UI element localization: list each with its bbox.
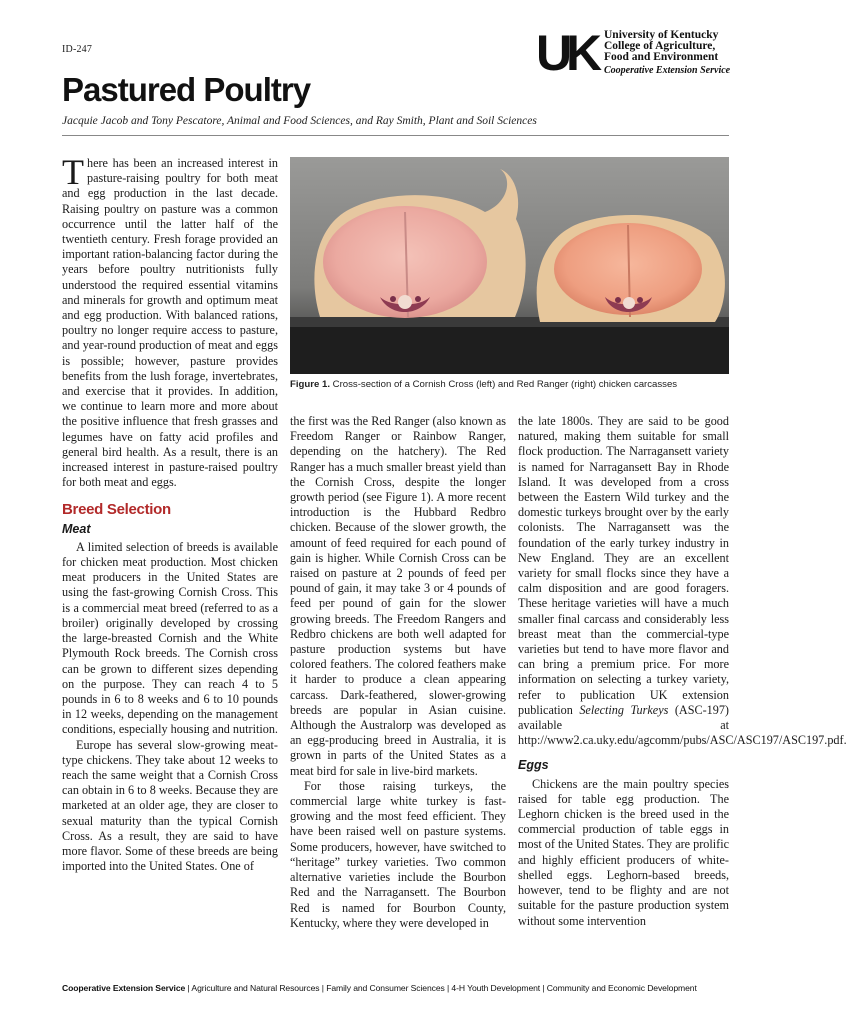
paragraph: the first was the Red Ranger (also known as Freedom Ranger or Rainbow Ranger, depending on the hatchery). The Red Ranger has a much smaller breast yield than the Cornish Cross, despite the longer growth period (see Figure 1). A more recent introduction is the Hubbard Redbro chicken. Because of the slower growth, the amount of feed required for each pound of gain is higher. While Cornish Cross can be raised on pasture at 2 pounds of feed per pound of gain, it may take 3 or 4 pounds of feed per pound of gain for the slower growing breeds. The Freedom Rangers and Redbro chickens are both well adapted for pasture production systems but have colored feathers. The colored feathers make it harder to produce a clean appearing carcass. Dark-feathered, slower-growing breeds are popular in Asian cuisine. Although the Australorp was developed as an egg-producing breed in Australia, it is grown in parts of the United States as a meat bird for sale in live-bird markets. <box>290 414 506 778</box>
paragraph: Chickens are the main poultry species raised for table egg production. The Leghorn chicken is the breed used in the commercial production of table eggs in most of the United States. They are prolific and highly efficient producers of white-shelled eggs. Leghorn-based breeds, however, tend to be flighty and are not suitable for the pasture production system without some intervention <box>518 776 729 928</box>
paragraph-text: the late 1800s. They are said to be good natured, making them suitable for small flock production. The Narragansett variety is named for Narragansett Bay in Rhode Island. It was developed from a cross between the Eastern Wild turkey and the domestic turkeys brought over by the early colonists. The Narragansett was the foundation of the early turkey industry in New England. They are an excellent variety for small flocks since they have a calm disposition and are good foragers. These heritage varieties will have a much smaller final carcass and considerably less breast meat than the commercial-type varieties but tend to have more flavor and can bring a premium price. For more information on selecting a turkey variety, refer to publication UK extension publication <box>518 414 729 717</box>
intro-paragraph <box>62 152 278 490</box>
institution-line-1: University of Kentucky <box>604 29 719 41</box>
publication-title: Selecting Turkeys <box>579 702 669 717</box>
subheading-eggs: Eggs <box>518 758 549 773</box>
uk-logo-u: U <box>536 25 570 81</box>
paragraph <box>518 414 847 748</box>
footer-service: Cooperative Extension Service <box>62 983 186 993</box>
paragraph: A limited selection of breeds is available for chicken meat production. Most chicken meat producers in the United States are using the fast-growing Cornish Cross. This is a commercial meat breed (referred to as a broiler) originally developed by crossing the large-breasted Cornish and the White Plymouth Rock breeds. The Cornish cross can be grown to different sizes depending on the purpose. They can reach 4 to 5 pounds in 6 to 8 weeks and 6 to 10 pounds in 12 weeks, depending on the management conditions, especially housing and nutrition. <box>62 539 278 737</box>
drop-cap: T <box>62 152 84 192</box>
institution-line-3: Food and Environment <box>604 51 719 63</box>
page-title: Pastured Poultry <box>62 71 311 108</box>
figure-label: Figure 1. <box>290 379 330 390</box>
institution-service: Cooperative Extension Service <box>604 65 731 76</box>
subheading-meat: Meat <box>62 521 91 536</box>
column-2 <box>290 414 506 931</box>
document-id: ID-247 <box>62 44 93 55</box>
chicken-carcass-cross-section-illustration <box>290 157 729 374</box>
uk-logo-k: K <box>566 25 600 81</box>
footer-programs <box>62 983 729 993</box>
intro-text: here has been an increased interest in pasture-raising poultry for both meat and egg production in the last decade. Raising poultry on pasture was a common occurrence until the latter half of the twentieth century. Fresh forage provided an important ration-balancing factor during the years before poultry nutritionists fully understood the required essential vitamins and minerals for growth and optimum meat and egg production. With balanced rations, poultry no longer require access to pasture, and year-round production of meat and eggs is possible; however, pasture provides benefits from the lush forage, invertebrates, and exercise that it provides. In addition, we continue to learn more and more about the positive influence that fresh grasses and legumes have on fatty acid profiles and general bird health. As a result, there is an increased interest in pasture-raised poultry for both meat and eggs. <box>62 156 278 490</box>
authors-line: Jacquie Jacob and Tony Pescatore, Animal and Food Sciences, and Ray Smith, Plant and Soil Sciences <box>62 115 537 127</box>
publication-link-text: (ASC-197) available at http://www2.ca.uky.edu/agcomm/pubs/ASC/ASC197/ASC197.pdf. <box>518 702 847 748</box>
figure-caption <box>290 379 729 390</box>
paragraph: Europe has several slow-growing meat-type chickens. They take about 12 weeks to reach the same weight that a Cornish Cross can obtain in 6 to 8 weeks. Because they are marketed at an older age, they are closer to sexual maturity than the typical Cornish Cross. As a result, they are said to have more flavor. Some of these breeds are being imported into the United States. One of <box>62 737 278 874</box>
institution-block <box>604 30 730 76</box>
paragraph: For those raising turkeys, the commercial large white turkey is fast-growing and the most feed efficient. They have been raised well on pasture systems. Some producers, however, have switched to “heritage” turkey varieties. Two common alternative varieties include the Bourbon Red and the Narragansett. The Bourbon Red is named for Bourbon County, Kentucky, where they were developed in <box>290 778 506 930</box>
footer-program-list: | Agriculture and Natural Resources | Family and Consumer Sciences | 4-H Youth Development | Community and Economic Development <box>185 983 697 993</box>
column-1 <box>62 152 278 874</box>
section-heading-breed-selection: Breed Selection <box>62 501 171 519</box>
figure-caption-text: Cross-section of a Cornish Cross (left) and Red Ranger (right) chicken carcasses <box>332 379 678 390</box>
figure-photo <box>290 157 729 374</box>
uk-logo <box>536 25 600 81</box>
header-rule <box>62 135 729 136</box>
column-3 <box>518 414 847 929</box>
institution-line-2: College of Agriculture, <box>604 40 716 52</box>
